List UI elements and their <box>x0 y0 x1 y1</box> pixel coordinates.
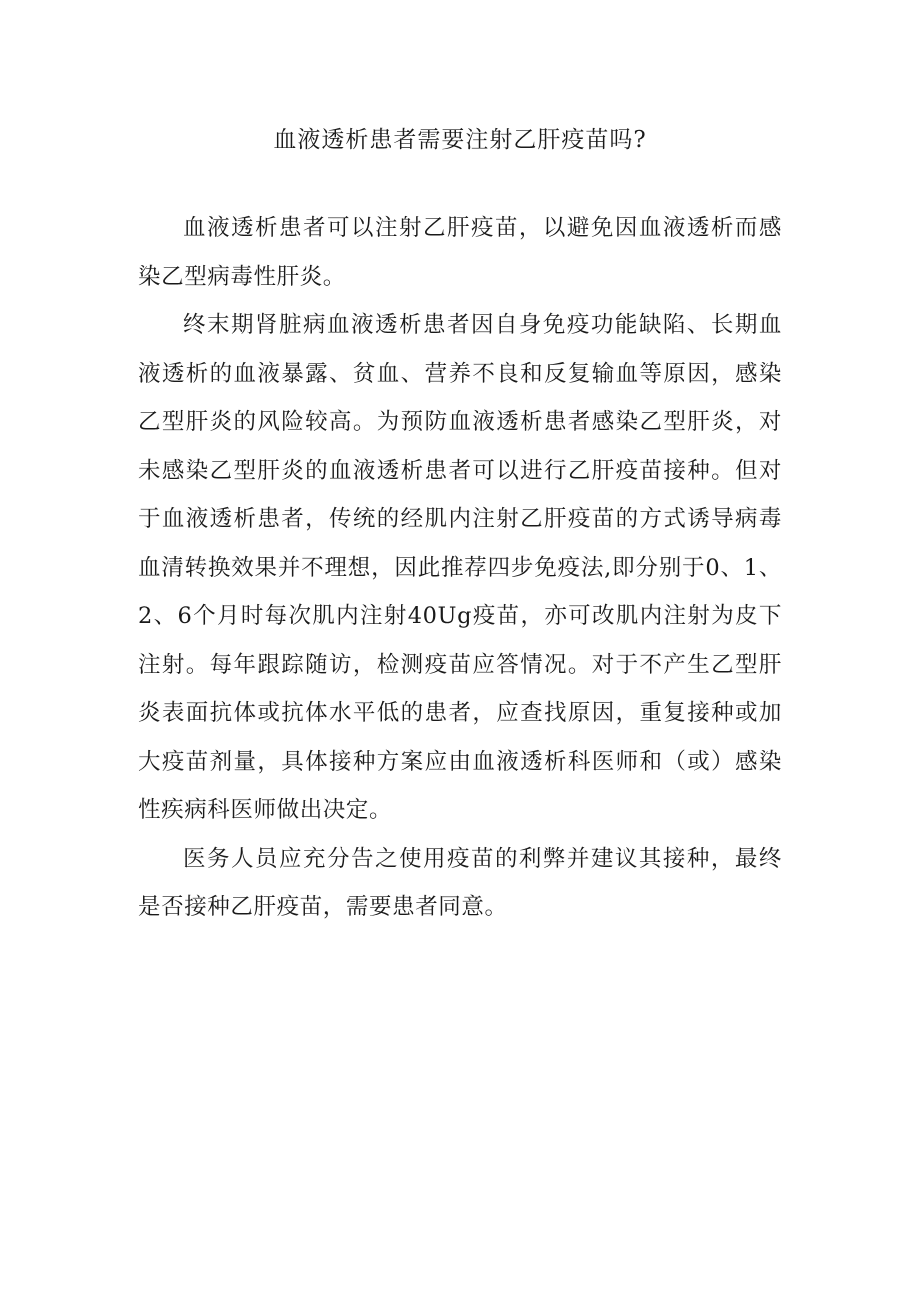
paragraph-3: 医务人员应充分告之使用疫苗的利弊并建议其接种，最终是否接种乙肝疫苗，需要患者同意。 <box>138 845 782 920</box>
document-body <box>138 204 782 932</box>
paragraph-2: 终末期肾脏病血液透析患者因自身免疫功能缺陷、长期血液透析的血液暴露、贫血、营养不良和反复输血等原因，感染乙型肝炎的风险较高。为预防血液透析患者感染乙型肝炎，对未感染乙型肝炎的血液透析患者可以进行乙肝疫苗接种。但对于血液透析患者，传统的经肌内注射乙肝疫苗的方式诱导病毒血清转换效果并不理想，因此推荐四步免疫法,即分别于0、1、2、6个月时每次肌内注射40Ug疫苗，亦可改肌内注射为皮下注射。每年跟踪随访，检测疫苗应答情况。对于不产生乙型肝炎表面抗体或抗体水平低的患者，应查找原因，重复接种或加大疫苗剂量，具体接种方案应由血液透析科医师和（或）感染性疾病科医师做出决定。 <box>138 312 782 823</box>
document-title: 血液透析患者需要注射乙肝疫苗吗? <box>273 127 647 153</box>
paragraph-1: 血液透析患者可以注射乙肝疫苗，以避免因血液透析而感染乙型病毒性肝炎。 <box>138 215 782 290</box>
